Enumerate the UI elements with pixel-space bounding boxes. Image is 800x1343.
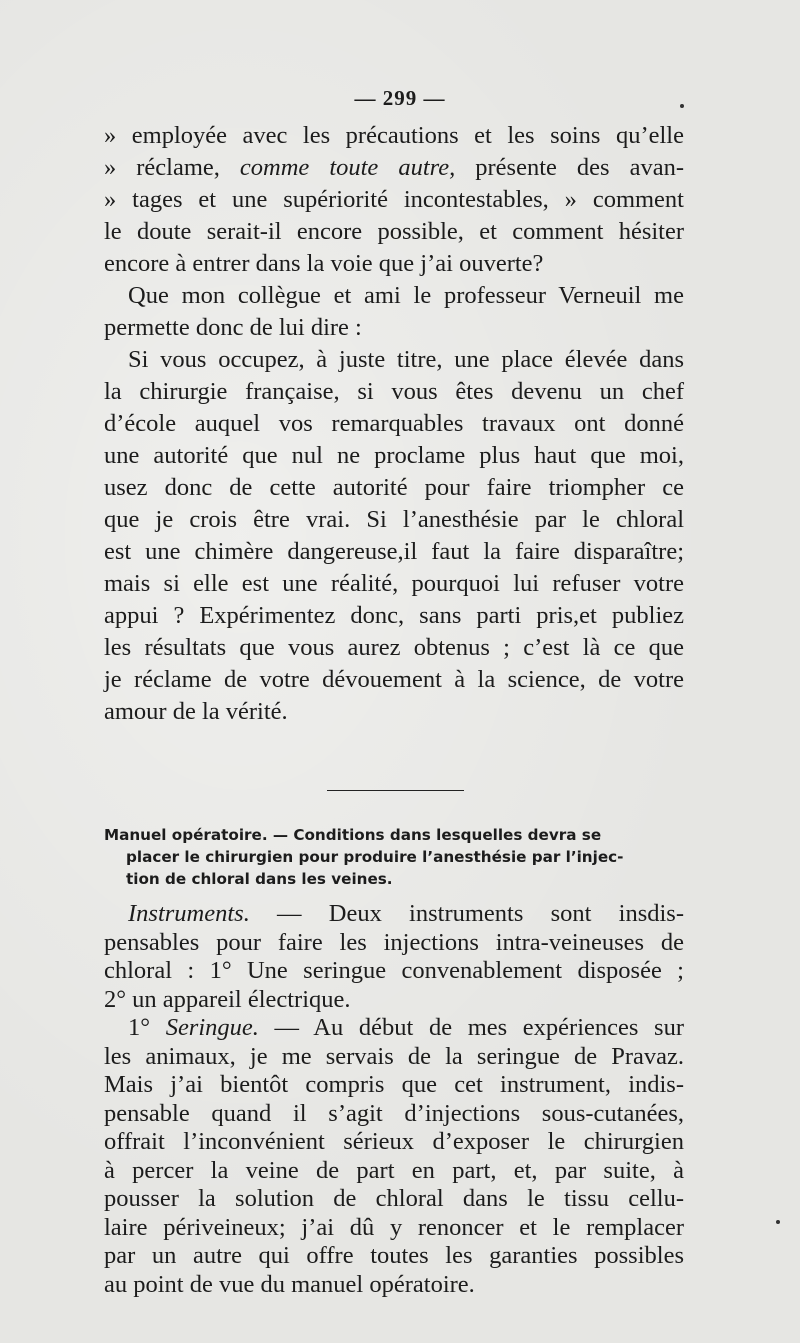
- text-line-2: [104, 154, 684, 182]
- scan-speck: [680, 104, 684, 108]
- seringue-line-5: offrait l’inconvénient sérieux d’exposer le chirurgien: [104, 1128, 684, 1155]
- seringue-label: Seringue.: [165, 1014, 259, 1041]
- text-line-16: appui ? Expérimentez donc, sans parti pris,et publiez: [104, 602, 684, 629]
- text-line-3: » tages et une supériorité incontestables, » comment: [104, 186, 684, 213]
- section-divider: [327, 790, 464, 791]
- text-line-8: Si vous occupez, à juste titre, une place élevée dans: [128, 346, 684, 373]
- seringue-line-1: [104, 1014, 684, 1042]
- text-line-2-end: présente des avan-: [455, 154, 684, 181]
- text-line-11: une autorité que nul ne proclame plus haut que moi,: [104, 442, 684, 469]
- text-line-18: je réclame de votre dévouement à la science, de votre: [104, 666, 684, 693]
- section-heading-line-1: Manuel opératoire. — Conditions dans lesquelles devra se: [104, 826, 602, 844]
- seringue-line-7: pousser la solution de chloral dans le tissu cellu-: [104, 1185, 684, 1212]
- text-line-6: Que mon collègue et ami le professeur Verneuil me: [128, 282, 684, 309]
- text-line-12: usez donc de cette autorité pour faire triompher ce: [104, 474, 684, 501]
- instruments-line-1-text: — Deux instruments sont insdis-: [249, 900, 684, 927]
- instruments-line-2: pensables pour faire les injections intra-veineuses de: [104, 928, 684, 956]
- text-line-5: encore à entrer dans la voie que j’ai ouverte?: [104, 250, 544, 277]
- seringue-line-6: à percer la veine de part en part, et, par suite, à: [104, 1156, 684, 1184]
- seringue-line-4: pensable quand il s’agit d’injections sous-cutanées,: [104, 1099, 684, 1127]
- section-heading-line-3: tion de chloral dans les veines.: [126, 870, 393, 888]
- text-line-10: d’école auquel vos remarquables travaux ont donné: [104, 410, 684, 437]
- text-line-9: la chirurgie française, si vous êtes devenu un chef: [104, 378, 684, 405]
- instruments-line-4: 2° un appareil électrique.: [104, 985, 351, 1013]
- seringue-line-3: Mais j’ai bientôt compris que cet instrument, indis-: [104, 1071, 684, 1098]
- text-line-14: est une chimère dangereuse,il faut la faire disparaître;: [104, 538, 684, 565]
- seringue-line-10: au point de vue du manuel opératoire.: [104, 1270, 475, 1298]
- text-line-2-start: » réclame,: [104, 154, 240, 181]
- instruments-label: Instruments.: [128, 900, 250, 927]
- seringue-line-1-text: — Au début de mes expériences sur: [258, 1014, 684, 1041]
- page-number: — 299 —: [354, 86, 446, 110]
- seringue-line-2: les animaux, je me servais de la seringue de Pravaz.: [104, 1042, 684, 1070]
- instruments-line-3: chloral : 1° Une seringue convenablement disposée ;: [104, 957, 684, 984]
- text-line-4: le doute serait-il encore possible, et comment hésiter: [104, 218, 684, 245]
- scan-speck: [776, 1220, 780, 1224]
- seringue-number: 1°: [128, 1014, 166, 1041]
- seringue-line-9: par un autre qui offre toutes les garanties possibles: [104, 1242, 684, 1269]
- text-line-17: les résultats que vous aurez obtenus ; c’est là ce que: [104, 634, 684, 661]
- text-line-15: mais si elle est une réalité, pourquoi lui refuser votre: [104, 570, 684, 597]
- text-line-19: amour de la vérité.: [104, 698, 288, 725]
- text-line-13: que je crois être vrai. Si l’anesthésie par le chloral: [104, 506, 684, 533]
- text-line-7: permette donc de lui dire :: [104, 314, 362, 341]
- section-heading-line-2: placer le chirurgien pour produire l’anesthésie par l’injec-: [126, 848, 624, 866]
- instruments-line-1: [104, 900, 684, 928]
- seringue-line-8: laire périveineux; j’ai dû y renoncer et le remplacer: [104, 1213, 684, 1241]
- text-line-2-italic: comme toute autre,: [239, 154, 456, 181]
- text-line-1: » employée avec les précautions et les soins qu’elle: [104, 122, 684, 149]
